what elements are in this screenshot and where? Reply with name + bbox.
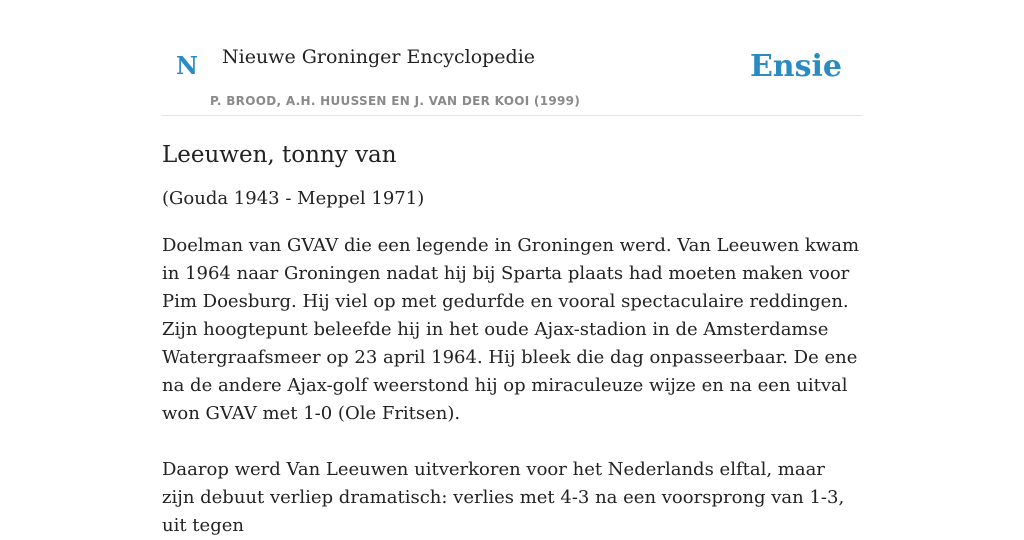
book-logo-letter[interactable]: N [176, 51, 198, 80]
entry-subtitle: (Gouda 1943 - Meppel 1971) [162, 188, 425, 209]
ensie-logo-link[interactable]: Ensie [749, 49, 842, 84]
book-title-link[interactable]: Nieuwe Groninger Encyclopedie [222, 46, 536, 68]
entry-content [162, 138, 862, 540]
entry-paragraph: Doelman van GVAV die een legende in Groningen werd. Van Leeuwen kwam in 1964 naar Groningen nadat hij bij Sparta plaats had moeten maken voor Pim Doesburg. Hij viel op met gedurfde en vooral spectaculaire reddingen. Zijn hoogtepunt beleefde hij in het oude Ajax-stadion in de Amsterdamse Watergraafsmeer op 23 april 1964. Hij bleek die dag onpasseerbaar. De ene na de andere Ajax-golf weerstond hij op miraculeuze wijze en na een uitval won GVAV met 1-0 (Ole Fritsen). [162, 235, 860, 424]
entry-title: Leeuwen, tonny van [162, 142, 397, 168]
site-header [162, 0, 862, 116]
entry-paragraph: Daarop werd Van Leeuwen uitverkoren voor het Nederlands elftal, maar zijn debuut verliep dramatisch: verlies met 4-3 na een voorsprong van 1-3, uit tegen [162, 459, 845, 536]
book-authors: P. BROOD, A.H. HUUSSEN EN J. VAN DER KOOI (1999) [210, 94, 581, 108]
